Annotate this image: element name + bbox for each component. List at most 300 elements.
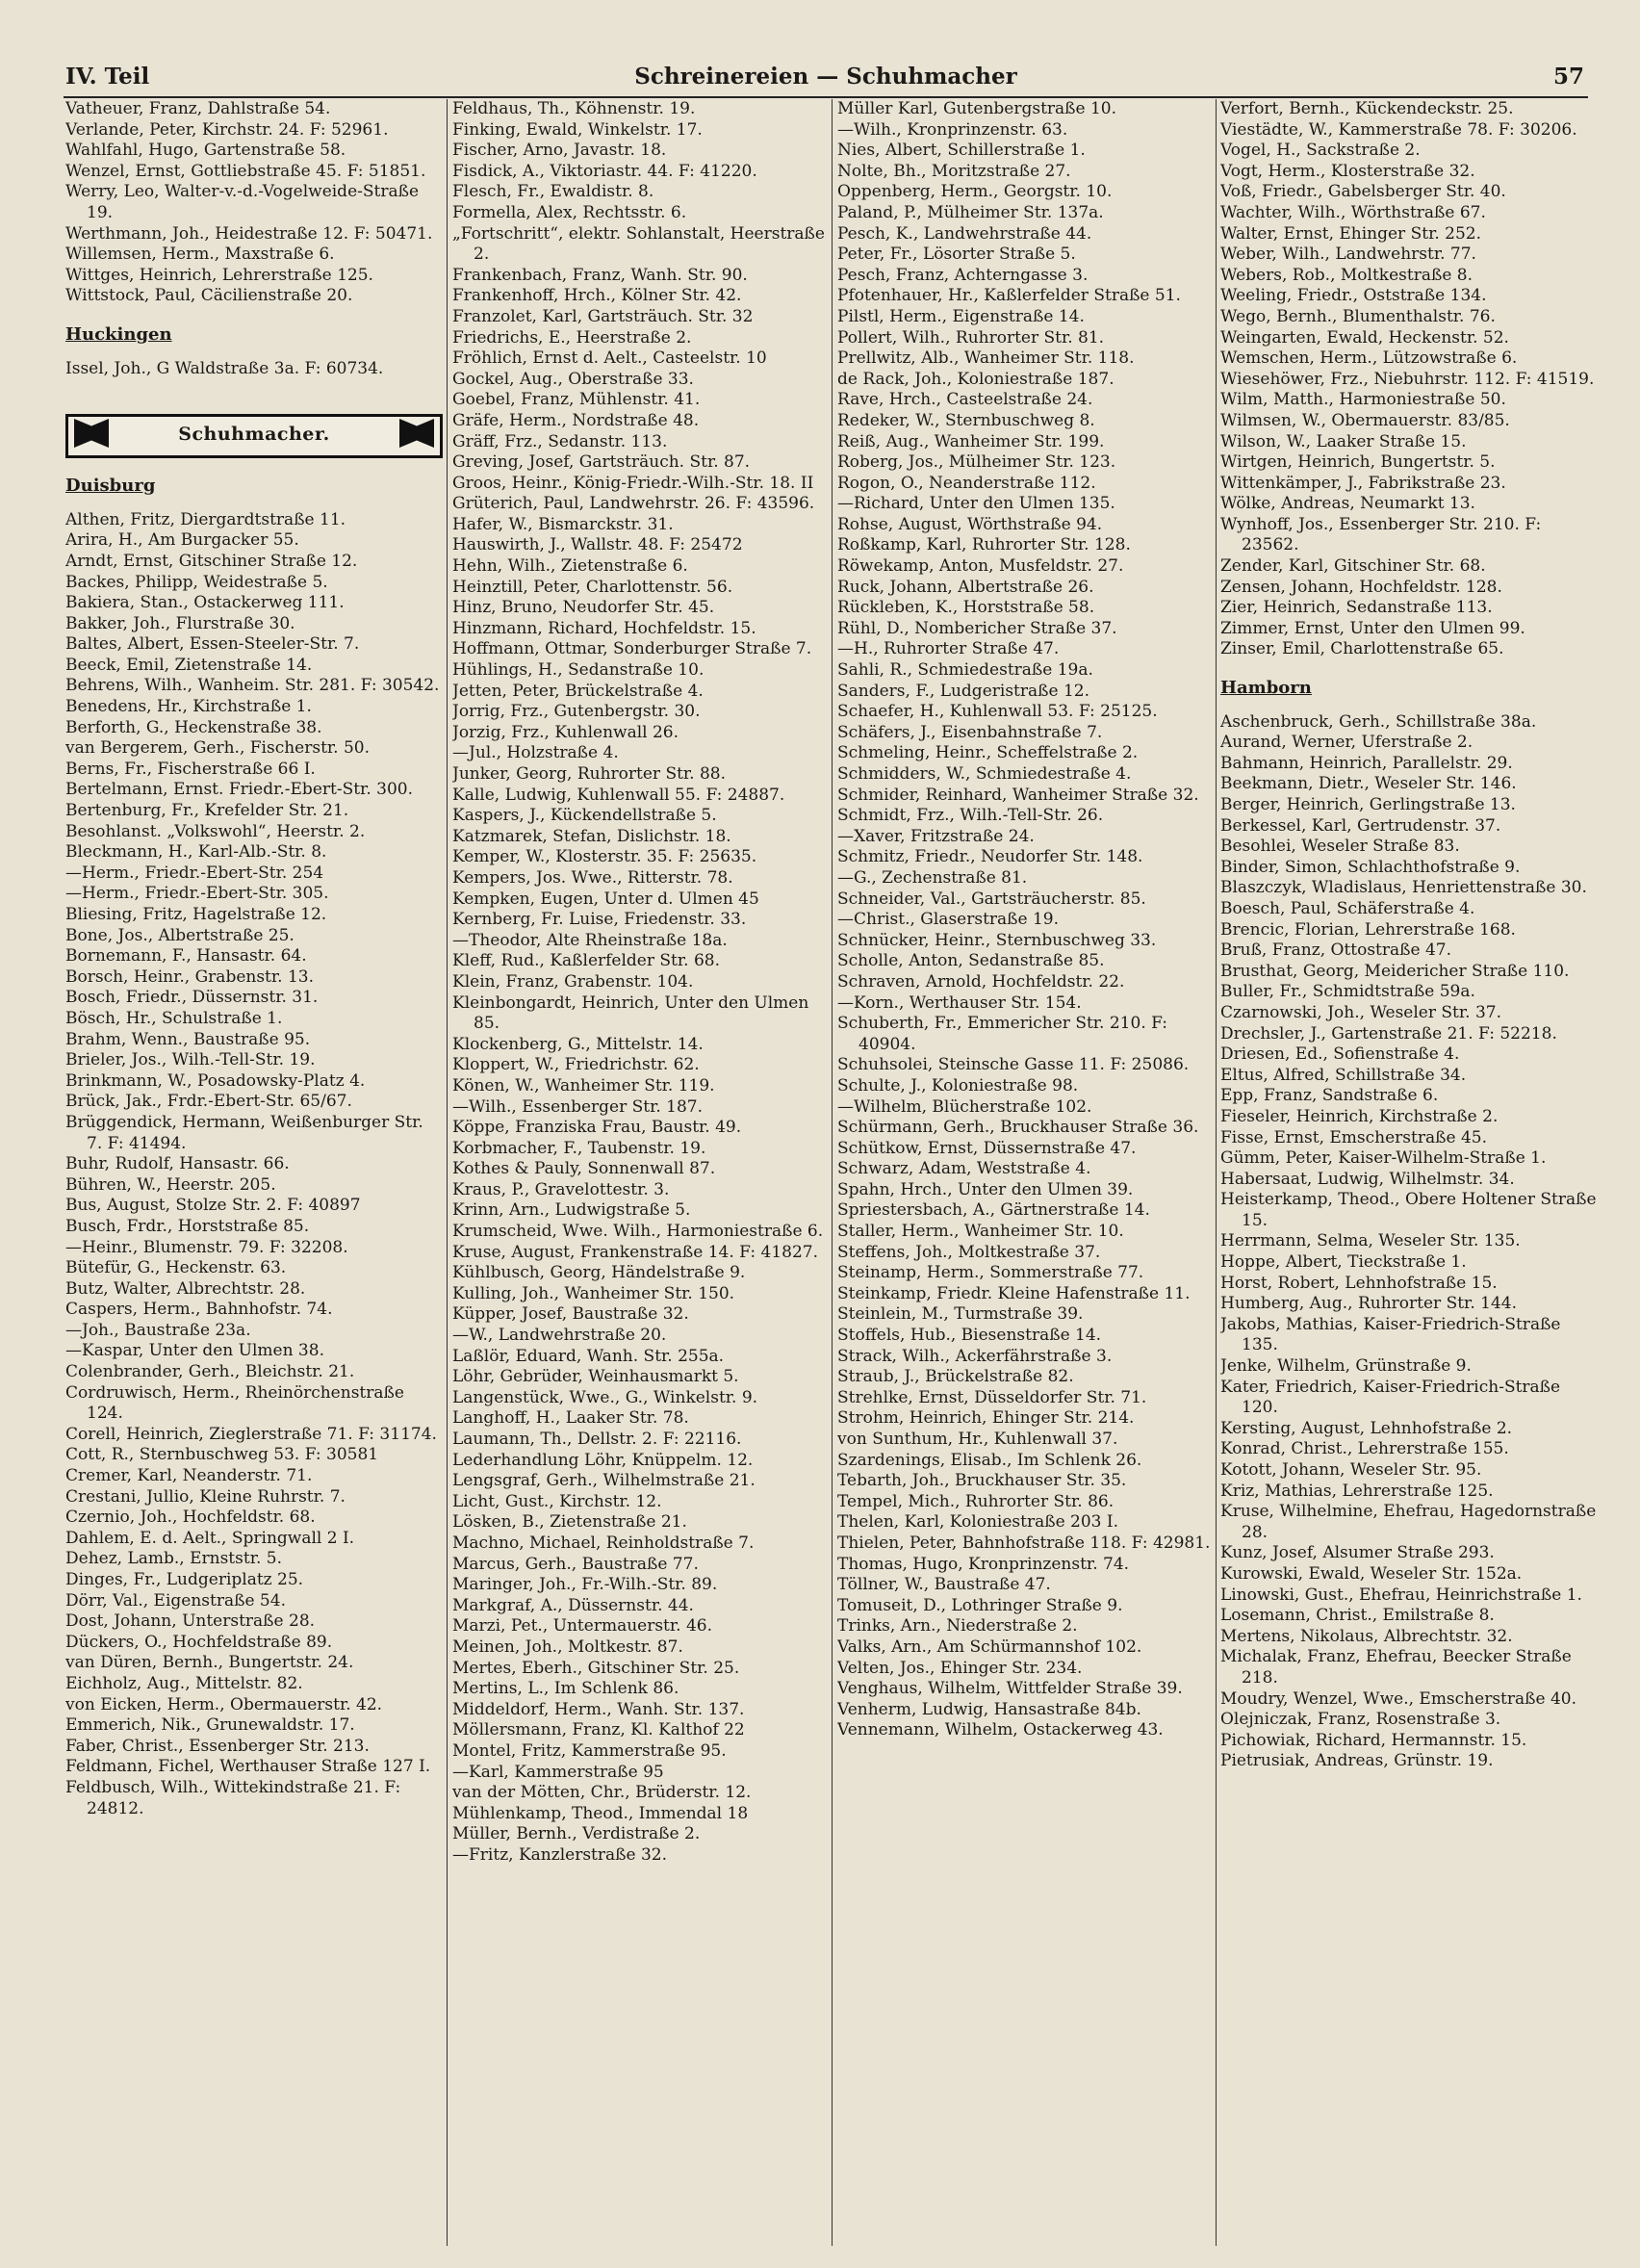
directory-entry: Berns, Fr., Fischerstraße 66 I. — [65, 759, 316, 779]
directory-entry: Vatheuer, Franz, Dahlstraße 54. — [65, 99, 331, 118]
directory-entry: Dörr, Val., Eigenstraße 54. — [65, 1590, 286, 1611]
directory-entry: Dahlem, E. d. Aelt., Springwall 2 I. — [65, 1528, 355, 1548]
directory-entry: Kleff, Rud., Kaßlerfelder Str. 68. — [452, 951, 720, 971]
directory-entry: —Korn., Werthauser Str. 154. — [837, 992, 1082, 1013]
directory-entry: „Fortschritt“, elektr. Sohlanstalt, Heerstraße 2. — [452, 223, 825, 265]
directory-entry: Roßkamp, Karl, Ruhrorter Str. 128. — [837, 535, 1131, 555]
directory-entry: Vogt, Herm., Klosterstraße 32. — [1220, 161, 1475, 181]
directory-entry: Schmitz, Friedr., Neudorfer Str. 148. — [837, 847, 1143, 867]
directory-entry: Hafer, W., Bismarckstr. 31. — [452, 514, 674, 534]
directory-entry: Strack, Wilh., Ackerfährstraße 3. — [837, 1346, 1113, 1366]
directory-entry: Sanders, F., Ludgeristraße 12. — [837, 681, 1089, 701]
directory-entry: Schütkow, Ernst, Düssernstraße 47. — [837, 1138, 1137, 1158]
directory-entry: Korbmacher, F., Taubenstr. 19. — [452, 1138, 706, 1158]
directory-entry: Moudry, Wenzel, Wwe., Emscherstraße 40. — [1220, 1688, 1576, 1709]
directory-entry: Reiß, Aug., Wanheimer Str. 199. — [837, 431, 1105, 451]
directory-entry: Humberg, Aug., Ruhrorter Str. 144. — [1220, 1294, 1517, 1314]
directory-entry: Bütefür, G., Heckenstr. 63. — [65, 1258, 287, 1278]
directory-entry: Webers, Rob., Moltkestraße 8. — [1220, 265, 1473, 285]
directory-entry: Kersting, August, Lehnhofstraße 2. — [1220, 1418, 1513, 1438]
directory-entry: Steinlein, M., Turmstraße 39. — [837, 1304, 1084, 1325]
directory-entry: Meinen, Joh., Moltkestr. 87. — [452, 1637, 683, 1657]
directory-entry: Küpper, Josef, Baustraße 32. — [452, 1304, 689, 1325]
directory-entry: Pesch, K., Landwehrstraße 44. — [837, 223, 1092, 244]
directory-entry: Berger, Heinrich, Gerlingstraße 13. — [1220, 795, 1516, 814]
directory-entry: Pichowiak, Richard, Hermannstr. 15. — [1220, 1730, 1527, 1750]
directory-entry: Vogel, H., Sackstraße 2. — [1220, 141, 1421, 161]
entry-list — [1220, 712, 1598, 1772]
directory-entry: Friedrichs, E., Heerstraße 2. — [452, 327, 692, 348]
directory-entry: Busch, Frdr., Horststraße 85. — [65, 1216, 310, 1236]
directory-entry: Schneider, Val., Gartsträucherstr. 85. — [837, 889, 1146, 909]
directory-entry: —H., Ruhrorter Straße 47. — [837, 639, 1060, 659]
directory-entry: Bahmann, Heinrich, Parallelstr. 29. — [1220, 753, 1513, 773]
directory-entry: Szardenings, Elisab., Im Schlenk 26. — [837, 1450, 1142, 1470]
directory-entry: Nolte, Bh., Moritzstraße 27. — [837, 161, 1071, 181]
directory-entry: Brahm, Wenn., Baustraße 95. — [65, 1029, 311, 1049]
directory-entry: Werry, Leo, Walter-v.-d.-Vogelweide-Straße 19. — [65, 182, 420, 222]
directory-entry: Marzi, Pet., Untermauerstr. 46. — [452, 1616, 712, 1637]
directory-entry: Heinztill, Peter, Charlottenstr. 56. — [452, 577, 733, 597]
directory-entry: Vennemann, Wilhelm, Ostackerweg 43. — [837, 1720, 1164, 1740]
directory-entry: Kulling, Joh., Wanheimer Str. 150. — [452, 1283, 735, 1303]
directory-entry: Kleinbongardt, Heinrich, Unter den Ulmen 85. — [452, 992, 809, 1034]
directory-entry: Zier, Heinrich, Sedanstraße 113. — [1220, 598, 1493, 618]
directory-entry: Mühlenkamp, Theod., Immendal 18 — [452, 1803, 749, 1823]
directory-entry: Schmidt, Frz., Wilh.-Tell-Str. 26. — [837, 806, 1104, 826]
directory-entry: Gümm, Peter, Kaiser-Wilhelm-Straße 1. — [1220, 1148, 1547, 1169]
directory-entry: Tebarth, Joh., Bruckhauser Str. 35. — [837, 1471, 1127, 1491]
directory-entry: van Bergerem, Gerh., Fischerstr. 50. — [65, 738, 371, 759]
directory-entry: Prellwitz, Alb., Wanheimer Str. 118. — [837, 348, 1135, 369]
directory-entry: Cott, R., Sternbuschweg 53. F: 30581 — [65, 1445, 379, 1465]
directory-entry: Kothes & Pauly, Sonnenwall 87. — [452, 1159, 716, 1179]
directory-entry: Redeker, W., Sternbuschweg 8. — [837, 410, 1095, 430]
directory-entry: Kempken, Eugen, Unter d. Ulmen 45 — [452, 889, 759, 909]
directory-entry: Jetten, Peter, Brückelstraße 4. — [452, 681, 704, 701]
directory-entry: Feldmann, Fichel, Werthauser Straße 127 I. — [65, 1757, 431, 1777]
directory-entry: Besohlanst. „Volkswohl“, Heerstr. 2. — [65, 821, 366, 841]
directory-entry: Dost, Johann, Unterstraße 28. — [65, 1611, 316, 1632]
directory-entry: Rave, Hrch., Casteelstraße 24. — [837, 390, 1093, 410]
directory-entry: Machno, Michael, Reinholdstraße 7. — [452, 1533, 755, 1553]
directory-entry: Heisterkamp, Theod., Obere Holtener Straße 15. — [1220, 1190, 1597, 1230]
directory-entry: Brieler, Jos., Wilh.-Tell-Str. 19. — [65, 1050, 316, 1070]
directory-entry: Bühren, W., Heerstr. 205. — [65, 1174, 276, 1195]
entry-list — [452, 99, 830, 1866]
directory-entry: Pilstl, Herm., Eigenstraße 14. — [837, 306, 1085, 326]
directory-entry: Möllersmann, Franz, Kl. Kalthof 22 — [452, 1720, 745, 1740]
directory-entry: Schmidders, W., Schmiedestraße 4. — [837, 764, 1132, 784]
directory-entry: Hinzmann, Richard, Hochfeldstr. 15. — [452, 618, 756, 638]
directory-entry: Jakobs, Mathias, Kaiser-Friedrich-Straße 135. — [1220, 1314, 1561, 1355]
directory-entry: Frankenhoff, Hrch., Kölner Str. 42. — [452, 286, 742, 306]
directory-entry: Dückers, O., Hochfeldstraße 89. — [65, 1632, 333, 1652]
directory-entry: Kempers, Jos. Wwe., Ritterstr. 78. — [452, 867, 733, 888]
directory-entry: —W., Landwehrstraße 20. — [452, 1326, 667, 1346]
directory-entry: Behrens, Wilh., Wanheim. Str. 281. F: 30542. — [65, 676, 440, 696]
column-divider — [1216, 99, 1217, 2246]
directory-entry: Brinkmann, W., Posadowsky-Platz 4. — [65, 1070, 366, 1091]
directory-entry: Röwekamp, Anton, Musfeldstr. 27. — [837, 556, 1124, 577]
directory-entry: Besohlei, Weseler Straße 83. — [1220, 837, 1460, 857]
directory-entry: Wilson, W., Laaker Straße 15. — [1220, 431, 1467, 451]
directory-entry: Bertenburg, Fr., Krefelder Str. 21. — [65, 801, 349, 821]
directory-entry: Aurand, Werner, Uferstraße 2. — [1220, 733, 1473, 753]
directory-entry: Cordruwisch, Herm., Rheinörchenstraße 124. — [65, 1382, 404, 1424]
directory-entry: Brüggendick, Hermann, Weißenburger Str. 7. F: 41494. — [65, 1112, 423, 1153]
section-heading-huckingen: Huckingen — [65, 323, 172, 345]
directory-entry: Franzolet, Karl, Gartsträuch. Str. 32 — [452, 306, 754, 326]
directory-entry: Schulte, J., Koloniestraße 98. — [837, 1075, 1079, 1095]
directory-entry: Brück, Jak., Frdr.-Ebert-Str. 65/67. — [65, 1092, 352, 1112]
directory-entry: Venherm, Ludwig, Hansastraße 84b. — [837, 1699, 1141, 1719]
directory-entry: Colenbrander, Gerh., Bleichstr. 21. — [65, 1362, 355, 1382]
directory-entry: Linowski, Gust., Ehefrau, Heinrichstraße 1. — [1220, 1585, 1582, 1605]
directory-entry: Jorrig, Frz., Gutenbergstr. 30. — [452, 702, 701, 722]
directory-entry: Zensen, Johann, Hochfeldstr. 128. — [1220, 577, 1502, 597]
directory-entry: Buller, Fr., Schmidtstraße 59a. — [1220, 982, 1475, 1002]
directory-entry: Driesen, Ed., Sofienstraße 4. — [1220, 1044, 1460, 1065]
directory-entry: Hoffmann, Ottmar, Sonderburger Straße 7. — [452, 639, 812, 659]
directory-entry: Kaspers, J., Kückendellstraße 5. — [452, 806, 717, 826]
directory-entry: Brencic, Florian, Lehrerstraße 168. — [1220, 919, 1516, 940]
directory-entry: Montel, Fritz, Kammerstraße 95. — [452, 1740, 727, 1761]
directory-entry: Blaszczyk, Wladislaus, Henriettenstraße 30. — [1220, 878, 1587, 898]
directory-entry: Spahn, Hrch., Unter den Ulmen 39. — [837, 1179, 1134, 1199]
directory-entry: Gräff, Frz., Sedanstr. 113. — [452, 431, 668, 451]
directory-entry: Binder, Simon, Schlachthofstraße 9. — [1220, 857, 1521, 877]
directory-entry: Benedens, Hr., Kirchstraße 1. — [65, 697, 312, 717]
directory-entry: Beekmann, Dietr., Weseler Str. 146. — [1220, 774, 1517, 794]
directory-entry: Strehlke, Ernst, Düsseldorfer Str. 71. — [837, 1387, 1147, 1407]
directory-entry: Jenke, Wilhelm, Grünstraße 9. — [1220, 1356, 1472, 1377]
directory-entry: —Herm., Friedr.-Ebert-Str. 305. — [65, 884, 329, 904]
directory-entry: Weingarten, Ewald, Heckenstr. 52. — [1220, 327, 1509, 348]
directory-entry: Weber, Wilh., Landwehrstr. 77. — [1220, 245, 1476, 265]
directory-entry: Wynhoff, Jos., Essenberger Str. 210. F: 23562. — [1220, 514, 1542, 555]
directory-entry: Bus, August, Stolze Str. 2. F: 40897 — [65, 1196, 361, 1216]
directory-entry: Wego, Bernh., Blumenthalstr. 76. — [1220, 306, 1496, 326]
directory-entry: —G., Zechenstraße 81. — [837, 867, 1028, 888]
section-heading-hamborn: Hamborn — [1220, 678, 1312, 699]
directory-entry: Mertes, Eberh., Gitschiner Str. 25. — [452, 1658, 740, 1678]
directory-entry: Jorzig, Frz., Kuhlenwall 26. — [452, 722, 679, 742]
directory-entry: Fisdick, A., Viktoriastr. 44. F: 41220. — [452, 161, 757, 181]
directory-entry: —Fritz, Kanzlerstraße 32. — [452, 1844, 667, 1865]
directory-entry: —Heinr., Blumenstr. 79. F: 32208. — [65, 1237, 348, 1257]
column-4 — [1220, 99, 1598, 2255]
column-2 — [452, 99, 830, 2255]
directory-entry: Fieseler, Heinrich, Kirchstraße 2. — [1220, 1106, 1499, 1126]
directory-entry: Venghaus, Wilhelm, Wittfelder Straße 39. — [837, 1679, 1183, 1699]
directory-entry: Baltes, Albert, Essen-Steeler-Str. 7. — [65, 634, 360, 655]
directory-entry: Althen, Fritz, Diergardtstraße 11. — [65, 509, 346, 529]
directory-entry: Viestädte, W., Kammerstraße 78. F: 30206. — [1220, 119, 1577, 140]
directory-entry: Fischer, Arno, Javastr. 18. — [452, 141, 667, 161]
directory-entry: Wahlfahl, Hugo, Gartenstraße 58. — [65, 141, 346, 161]
directory-entry: Kloppert, W., Friedrichstr. 62. — [452, 1055, 700, 1075]
directory-entry: van Düren, Bernh., Bungertstr. 24. — [65, 1653, 354, 1673]
directory-entry: Olejniczak, Franz, Rosenstraße 3. — [1220, 1710, 1501, 1730]
directory-entry: Borsch, Heinr., Grabenstr. 13. — [65, 966, 314, 987]
directory-entry: Kemper, W., Klosterstr. 35. F: 25635. — [452, 847, 757, 867]
directory-entry: Langenstück, Wwe., G., Winkelstr. 9. — [452, 1387, 758, 1407]
directory-entry: Brusthat, Georg, Meidericher Straße 110. — [1220, 961, 1570, 981]
directory-entry: Schraven, Arnold, Hochfeldstr. 22. — [837, 971, 1125, 992]
directory-entry: —Kaspar, Unter den Ulmen 38. — [65, 1341, 324, 1361]
running-title: Schreinereien — Schuhmacher — [634, 64, 1017, 90]
directory-entry: de Rack, Joh., Koloniestraße 187. — [837, 369, 1115, 389]
directory-entry: Klockenberg, G., Mittelstr. 14. — [452, 1034, 704, 1054]
directory-entry: Schäfers, J., Eisenbahnstraße 7. — [837, 722, 1103, 742]
directory-entry: Staller, Herm., Wanheimer Str. 10. — [837, 1222, 1124, 1242]
directory-entry: Kalle, Ludwig, Kuhlenwall 55. F: 24887. — [452, 785, 785, 805]
directory-entry: Pietrusiak, Andreas, Grünstr. 19. — [1220, 1751, 1494, 1771]
directory-entry: Pfotenhauer, Hr., Kaßlerfelder Straße 51. — [837, 286, 1181, 306]
directory-entry: Wölke, Andreas, Neumarkt 13. — [1220, 494, 1475, 514]
directory-entry: Schnücker, Heinr., Sternbuschweg 33. — [837, 930, 1157, 950]
directory-entry: von Eicken, Herm., Obermauerstr. 42. — [65, 1694, 383, 1714]
directory-entry: —Christ., Glaserstraße 19. — [837, 910, 1060, 930]
directory-entry: Steffens, Joh., Moltkestraße 37. — [837, 1242, 1101, 1262]
directory-entry: Emmerich, Nik., Grunewaldstr. 17. — [65, 1715, 355, 1736]
directory-entry: Kurowski, Ewald, Weseler Str. 152a. — [1220, 1563, 1523, 1584]
directory-entry: Krumscheid, Wwe. Wilh., Harmoniestraße 6. — [452, 1222, 824, 1242]
directory-entry: Tempel, Mich., Ruhrorter Str. 86. — [837, 1491, 1115, 1511]
directory-entry: Kernberg, Fr. Luise, Friedenstr. 33. — [452, 910, 747, 930]
directory-entry: Marcus, Gerh., Baustraße 77. — [452, 1554, 699, 1574]
directory-entry: Wittges, Heinrich, Lehrerstraße 125. — [65, 265, 373, 285]
directory-entry: Bornemann, F., Hansastr. 64. — [65, 946, 307, 966]
directory-entry: Beeck, Emil, Zietenstraße 14. — [65, 655, 313, 675]
directory-entry: Laumann, Th., Dellstr. 2. F: 22116. — [452, 1430, 742, 1449]
directory-entry: Willemsen, Herm., Maxstraße 6. — [65, 245, 335, 265]
directory-entry: Straub, J., Brückelstraße 82. — [837, 1367, 1074, 1387]
directory-entry: Langhoff, H., Laaker Str. 78. — [452, 1408, 689, 1429]
directory-entry: Bleckmann, H., Karl-Alb.-Str. 8. — [65, 842, 327, 863]
directory-entry: —Wilhelm, Blücherstraße 102. — [837, 1096, 1092, 1117]
directory-entry: Hoppe, Albert, Tieckstraße 1. — [1220, 1252, 1467, 1273]
directory-entry: Licht, Gust., Kirchstr. 12. — [452, 1491, 662, 1511]
directory-entry: Verfort, Bernh., Kückendeckstr. 25. — [1220, 99, 1514, 118]
directory-entry: Krinn, Arn., Ludwigstraße 5. — [452, 1200, 691, 1221]
directory-entry: Goebel, Franz, Mühlenstr. 41. — [452, 390, 701, 410]
directory-entry: Schaefer, H., Kuhlenwall 53. F: 25125. — [837, 702, 1158, 722]
directory-entry: —Herm., Friedr.-Ebert-Str. 254 — [65, 863, 324, 883]
directory-entry: Feldbusch, Wilh., Wittekindstraße 21. F: 24812. — [65, 1777, 401, 1818]
directory-entry: Köppe, Franziska Frau, Baustr. 49. — [452, 1118, 742, 1138]
directory-entry: Zinser, Emil, Charlottenstraße 65. — [1220, 639, 1504, 659]
directory-entry: Kater, Friedrich, Kaiser-Friedrich-Straße 120. — [1220, 1377, 1561, 1418]
directory-entry: Schuhsolei, Steinsche Gasse 11. F: 25086. — [837, 1055, 1190, 1075]
directory-entry: Pollert, Wilh., Ruhrorter Str. 81. — [837, 327, 1105, 348]
directory-entry: Eltus, Alfred, Schillstraße 34. — [1220, 1065, 1467, 1085]
directory-entry: Tomuseit, D., Lothringer Straße 9. — [837, 1595, 1123, 1615]
directory-entry: Gräfe, Herm., Nordstraße 48. — [452, 410, 700, 430]
directory-entry: Buhr, Rudolf, Hansastr. 66. — [65, 1154, 290, 1174]
directory-entry: Berforth, G., Heckenstraße 38. — [65, 717, 322, 737]
directory-entry: Katzmarek, Stefan, Dislichstr. 18. — [452, 826, 731, 846]
directory-entry: Losemann, Christ., Emilstraße 8. — [1220, 1606, 1495, 1626]
entry-list — [1220, 99, 1598, 660]
directory-entry: Herrmann, Selma, Weseler Str. 135. — [1220, 1231, 1521, 1251]
entry-list — [837, 99, 1215, 1741]
directory-entry: Gockel, Aug., Oberstraße 33. — [452, 369, 694, 389]
directory-entry: Finking, Ewald, Winkelstr. 17. — [452, 119, 703, 140]
directory-entry: Czernio, Joh., Hochfeldstr. 68. — [65, 1508, 316, 1528]
category-title: Schuhmacher. — [178, 424, 330, 446]
directory-entry: Hinz, Bruno, Neudorfer Str. 45. — [452, 598, 715, 618]
directory-entry: Flesch, Fr., Ewaldistr. 8. — [452, 182, 654, 202]
directory-entry: Paland, P., Mülheimer Str. 137a. — [837, 202, 1104, 222]
directory-entry: Velten, Jos., Ehinger Str. 234. — [837, 1658, 1083, 1678]
directory-entry: Formella, Alex, Rechtsstr. 6. — [452, 202, 687, 222]
directory-entry: Lengsgraf, Gerh., Wilhelmstraße 21. — [452, 1471, 756, 1491]
directory-entry: Thomas, Hugo, Kronprinzenstr. 74. — [837, 1554, 1130, 1574]
directory-entry: Drechsler, J., Gartenstraße 21. F: 52218. — [1220, 1023, 1557, 1044]
entry-list — [65, 359, 443, 380]
directory-entry: Verlande, Peter, Kirchstr. 24. F: 52961. — [65, 119, 389, 140]
directory-entry: —Theodor, Alte Rheinstraße 18a. — [452, 930, 728, 950]
directory-entry: Dehez, Lamb., Ernststr. 5. — [65, 1549, 282, 1569]
column-3 — [837, 99, 1215, 2255]
directory-entry: Bosch, Friedr., Düssernstr. 31. — [65, 988, 319, 1008]
directory-entry: Rohse, August, Wörthstraße 94. — [837, 514, 1103, 534]
directory-entry: Bruß, Franz, Ottostraße 47. — [1220, 941, 1452, 961]
directory-entry: Hauswirth, J., Wallstr. 48. F: 25472 — [452, 535, 743, 555]
directory-entry: Arira, H., Am Burgacker 55. — [65, 530, 299, 551]
directory-entry: —Richard, Unter den Ulmen 135. — [837, 494, 1115, 514]
directory-entry: Butz, Walter, Albrechtstr. 28. — [65, 1278, 306, 1299]
directory-entry: Lösken, B., Zietenstraße 21. — [452, 1512, 687, 1533]
directory-entry: Junker, Georg, Ruhrorter Str. 88. — [452, 764, 727, 784]
directory-entry: Arndt, Ernst, Gitschiner Straße 12. — [65, 551, 358, 571]
directory-entry: Michalak, Franz, Ehefrau, Beecker Straße 218. — [1220, 1647, 1572, 1688]
directory-entry: Löhr, Gebrüder, Weinhausmarkt 5. — [452, 1367, 739, 1387]
directory-entry: Rogon, O., Neanderstraße 112. — [837, 473, 1096, 493]
directory-entry: Ruck, Johann, Albertstraße 26. — [837, 577, 1094, 597]
section-heading-duisburg: Duisburg — [65, 476, 156, 497]
directory-entry: Schmeling, Heinr., Scheffelstraße 2. — [837, 743, 1139, 763]
directory-entry: Corell, Heinrich, Zieglerstraße 71. F: 31174. — [65, 1424, 437, 1444]
directory-entry: Bliesing, Fritz, Hagelstraße 12. — [65, 905, 327, 924]
directory-entry: Zender, Karl, Gitschiner Str. 68. — [1220, 556, 1486, 577]
page-header — [64, 58, 1588, 98]
directory-entry: Kruse, August, Frankenstraße 14. F: 41827. — [452, 1242, 818, 1262]
directory-entry: Werthmann, Joh., Heidestraße 12. F: 50471. — [65, 223, 433, 244]
directory-entry: Töllner, W., Baustraße 47. — [837, 1575, 1051, 1595]
directory-entry: —Wilh., Essenberger Str. 187. — [452, 1096, 704, 1117]
category-banner — [65, 414, 443, 458]
directory-entry: Voß, Friedr., Gabelsberger Str. 40. — [1220, 182, 1506, 202]
directory-entry: Oppenberg, Herm., Georgstr. 10. — [837, 182, 1113, 202]
directory-entry: Strohm, Heinrich, Ehinger Str. 214. — [837, 1408, 1135, 1429]
directory-entry: —Xaver, Fritzstraße 24. — [837, 826, 1035, 846]
directory-entry: Trinks, Arn., Niederstraße 2. — [837, 1616, 1078, 1637]
directory-entry: von Sunthum, Hr., Kuhlenwall 37. — [837, 1430, 1118, 1449]
directory-entry: Groos, Heinr., König-Friedr.-Wilh.-Str. 18. II — [452, 473, 814, 493]
directory-entry: Müller, Bernh., Verdistraße 2. — [452, 1824, 701, 1844]
directory-entry: Backes, Philipp, Weidestraße 5. — [65, 572, 328, 592]
bowtie-ornament-icon — [399, 419, 434, 448]
directory-entry: Peter, Fr., Lösorter Straße 5. — [837, 245, 1076, 265]
directory-entry: Kotott, Johann, Weseler Str. 95. — [1220, 1460, 1482, 1480]
directory-entry: Bakiera, Stan., Ostackerweg 111. — [65, 593, 345, 613]
directory-entry: Valks, Arn., Am Schürmannshof 102. — [837, 1637, 1142, 1657]
directory-entry: Kruse, Wilhelmine, Ehefrau, Hagedornstraße 28. — [1220, 1502, 1597, 1542]
directory-entry: Thielen, Peter, Bahnhofstraße 118. F: 42981. — [837, 1533, 1211, 1553]
directory-entry: Eichholz, Aug., Mittelstr. 82. — [65, 1673, 303, 1693]
directory-entry: Berkessel, Karl, Gertrudenstr. 37. — [1220, 815, 1501, 836]
directory-entry: Markgraf, A., Düssernstr. 44. — [452, 1595, 694, 1615]
directory-entry: Stoffels, Hub., Biesenstraße 14. — [837, 1326, 1102, 1346]
column-1 — [65, 99, 443, 2255]
directory-entry: Czarnowski, Joh., Weseler Str. 37. — [1220, 1002, 1501, 1022]
directory-entry: Müller Karl, Gutenbergstraße 10. — [837, 99, 1117, 118]
directory-entry: Wiesehöwer, Frz., Niebuhrstr. 112. F: 41519. — [1220, 369, 1595, 389]
directory-entry: Middeldorf, Herm., Wanh. Str. 137. — [452, 1699, 745, 1719]
directory-entry: Maringer, Joh., Fr.-Wilh.-Str. 89. — [452, 1575, 718, 1595]
directory-entry: Konrad, Christ., Lehrerstraße 155. — [1220, 1439, 1509, 1459]
directory-entry: Bertelmann, Ernst. Friedr.-Ebert-Str. 300. — [65, 780, 413, 800]
directory-entry: —Wilh., Kronprinzenstr. 63. — [837, 119, 1068, 140]
directory-entry: Feldhaus, Th., Köhnenstr. 19. — [452, 99, 696, 118]
directory-entry: Wilm, Matth., Harmoniestraße 50. — [1220, 390, 1506, 410]
directory-entry: Spriestersbach, A., Gärtnerstraße 14. — [837, 1200, 1150, 1221]
directory-entry: Mertens, Nikolaus, Albrechtstr. 32. — [1220, 1626, 1513, 1646]
directory-entry: Hühlings, H., Sedanstraße 10. — [452, 660, 705, 681]
directory-entry: Mertins, L., Im Schlenk 86. — [452, 1679, 679, 1699]
directory-entry: Kraus, P., Gravelottestr. 3. — [452, 1179, 670, 1199]
directory-entry: Zimmer, Ernst, Unter den Ulmen 99. — [1220, 618, 1525, 638]
entry-list — [65, 510, 443, 1819]
directory-entry: Kunz, Josef, Alsumer Straße 293. — [1220, 1543, 1495, 1563]
directory-entry: Weeling, Friedr., Oststraße 134. — [1220, 286, 1487, 306]
directory-entry: Hehn, Wilh., Zietenstraße 6. — [452, 556, 688, 577]
directory-entry: Issel, Joh., G Waldstraße 3a. F: 60734. — [65, 358, 384, 378]
directory-entry: Sahli, R., Schmiedestraße 19a. — [837, 660, 1093, 681]
directory-entry: Wemschen, Herm., Lützowstraße 6. — [1220, 348, 1518, 369]
directory-entry: Epp, Franz, Sandstraße 6. — [1220, 1086, 1439, 1106]
directory-entry: Faber, Christ., Essenberger Str. 213. — [65, 1736, 370, 1756]
column-divider — [447, 99, 448, 2246]
directory-entry: Rühl, D., Nombericher Straße 37. — [837, 618, 1117, 638]
directory-entry: Crestani, Jullio, Kleine Ruhrstr. 7. — [65, 1486, 346, 1507]
directory-entry: Laßlör, Eduard, Wanh. Str. 255a. — [452, 1346, 725, 1366]
directory-entry: Könen, W., Wanheimer Str. 119. — [452, 1075, 715, 1095]
directory-entry: Dinges, Fr., Ludgeriplatz 25. — [65, 1570, 304, 1589]
directory-entry: Bakker, Joh., Flurstraße 30. — [65, 613, 295, 633]
directory-entry: Kriz, Mathias, Lehrerstraße 125. — [1220, 1481, 1494, 1501]
directory-entry: Wenzel, Ernst, Gottliebstraße 45. F: 51851. — [65, 161, 426, 181]
page-number: 57 — [1552, 64, 1584, 90]
directory-entry: Schürmann, Gerh., Bruckhauser Straße 36. — [837, 1118, 1199, 1138]
directory-entry: Cremer, Karl, Neanderstr. 71. — [65, 1466, 313, 1486]
directory-entry: Aschenbruck, Gerh., Schillstraße 38a. — [1220, 711, 1537, 732]
directory-entry: Rückleben, K., Horststraße 58. — [837, 598, 1095, 618]
directory-entry: —Jul., Holzstraße 4. — [452, 743, 619, 763]
entry-list — [65, 99, 443, 307]
directory-entry: Fröhlich, Ernst d. Aelt., Casteelstr. 10 — [452, 348, 767, 369]
directory-entry: Bone, Jos., Albertstraße 25. — [65, 925, 295, 945]
part-label: IV. Teil — [65, 64, 150, 90]
directory-entry: Pesch, Franz, Achterngasse 3. — [837, 265, 1089, 285]
directory-entry: Klein, Franz, Grabenstr. 104. — [452, 971, 694, 992]
directory-entry: Wilmsen, W., Obermauerstr. 83/85. — [1220, 410, 1510, 430]
directory-entry: Scholle, Anton, Sedanstraße 85. — [837, 951, 1105, 971]
directory-entry: Thelen, Karl, Koloniestraße 203 I. — [837, 1512, 1119, 1533]
